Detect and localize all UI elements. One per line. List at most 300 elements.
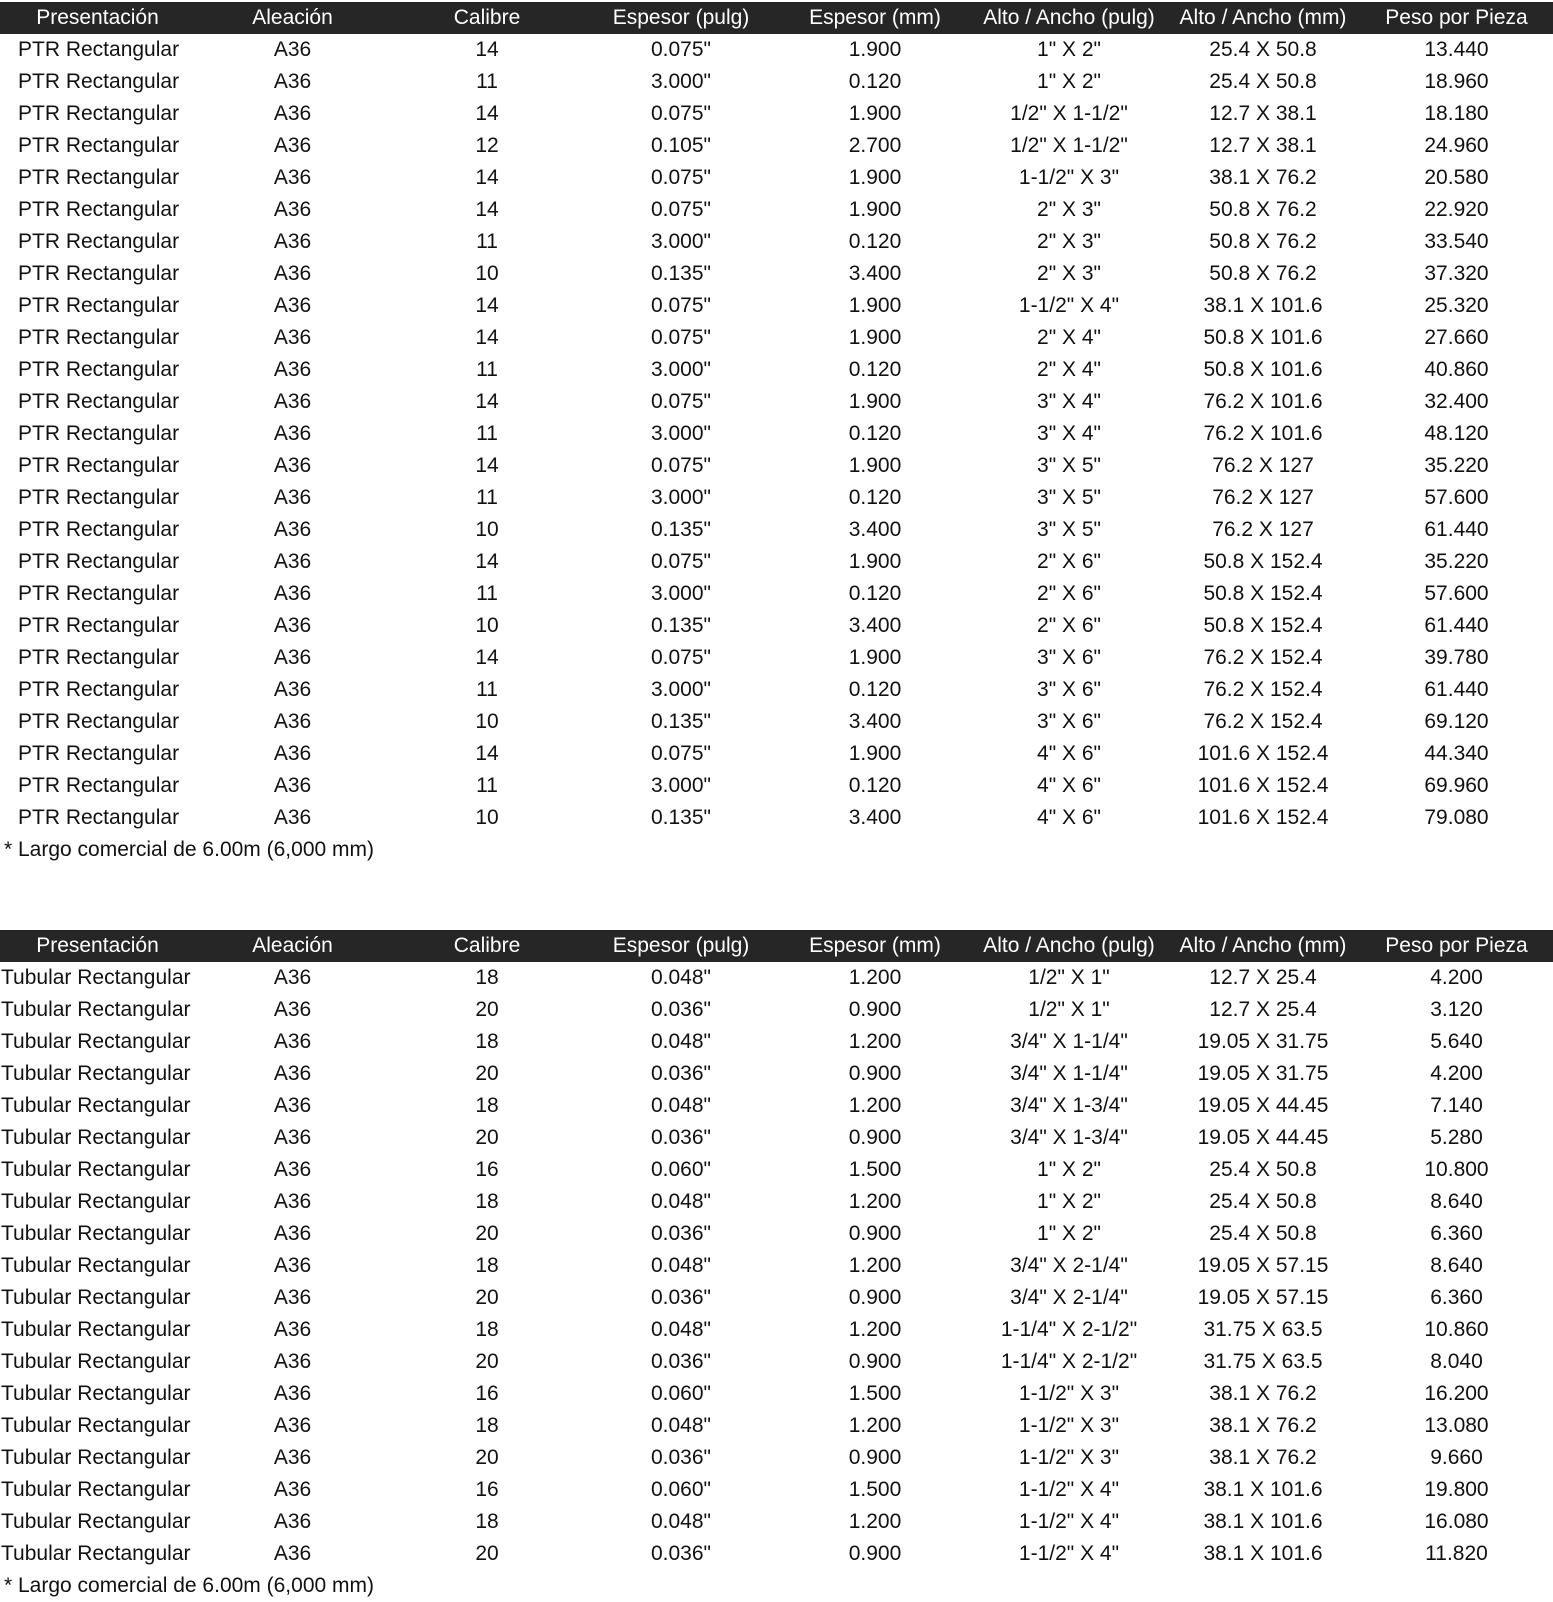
aleacion-cell: A36 (273, 1254, 312, 1277)
espesor-mm-cell: 0.120 (848, 582, 902, 605)
espesor-mm-cell: 0.120 (848, 486, 902, 509)
header-alto-ancho-mm: Alto / Ancho (mm) (1179, 6, 1347, 29)
alto-ancho-mm-cell: 50.8 X 76.2 (1209, 230, 1317, 253)
alto-ancho-pulg-cell: 3/4" X 1-1/4" (1010, 1062, 1128, 1085)
table-row (0, 130, 1553, 162)
header-espesor-pulg: Espesor (pulg) (612, 6, 750, 29)
alto-ancho-mm-cell: 38.1 X 76.2 (1209, 1382, 1317, 1405)
peso-por-pieza-cell: 35.220 (1424, 454, 1489, 477)
espesor-mm-cell: 1.900 (848, 198, 902, 221)
calibre-cell: 20 (475, 1222, 499, 1245)
alto-ancho-mm-cell: 38.1 X 76.2 (1209, 166, 1317, 189)
alto-ancho-mm-cell: 101.6 X 152.4 (1197, 806, 1329, 829)
alto-ancho-pulg-cell: 1-1/2" X 3" (1018, 1414, 1120, 1437)
header-peso-por-pieza: Peso por Pieza (1385, 934, 1528, 957)
calibre-cell: 14 (475, 38, 499, 61)
table-row (0, 386, 1553, 418)
espesor-pulg-cell: 0.075" (650, 166, 711, 189)
aleacion-cell: A36 (273, 134, 312, 157)
espesor-mm-cell: 1.900 (848, 454, 902, 477)
alto-ancho-mm-cell: 50.8 X 101.6 (1203, 358, 1323, 381)
table-row (0, 1218, 1553, 1250)
aleacion-cell: A36 (273, 1350, 312, 1373)
espesor-pulg-cell: 3.000" (650, 70, 711, 93)
peso-por-pieza-cell: 16.200 (1424, 1382, 1489, 1405)
aleacion-cell: A36 (273, 518, 312, 541)
espesor-pulg-cell: 3.000" (650, 486, 711, 509)
espesor-mm-cell: 3.400 (848, 806, 902, 829)
peso-por-pieza-cell: 8.040 (1430, 1350, 1483, 1373)
calibre-cell: 14 (475, 454, 499, 477)
calibre-cell: 14 (475, 294, 499, 317)
header-espesor-mm: Espesor (mm) (809, 6, 941, 29)
alto-ancho-mm-cell: 50.8 X 152.4 (1203, 582, 1323, 605)
aleacion-cell: A36 (273, 582, 312, 605)
espesor-pulg-cell: 0.048" (650, 1254, 711, 1277)
espesor-mm-cell: 0.120 (848, 422, 902, 445)
espesor-pulg-cell: 0.075" (650, 38, 711, 61)
aleacion-cell: A36 (273, 646, 312, 669)
espesor-mm-cell: 1.900 (848, 390, 902, 413)
peso-por-pieza-cell: 6.360 (1430, 1286, 1483, 1309)
alto-ancho-pulg-cell: 1/2" X 1-1/2" (1010, 134, 1128, 157)
peso-por-pieza-cell: 22.920 (1424, 198, 1489, 221)
alto-ancho-mm-cell: 38.1 X 101.6 (1203, 1478, 1323, 1501)
table-header-row (0, 930, 1553, 962)
alto-ancho-pulg-cell: 3/4" X 1-1/4" (1010, 1030, 1128, 1053)
aleacion-cell: A36 (273, 198, 312, 221)
header-alto-ancho-pulg: Alto / Ancho (pulg) (983, 6, 1155, 29)
presentacion-cell: Tubular Rectangular (1, 1254, 191, 1277)
presentacion-cell: PTR Rectangular (18, 422, 180, 445)
alto-ancho-mm-cell: 25.4 X 50.8 (1209, 38, 1317, 61)
alto-ancho-pulg-cell: 1" X 2" (1037, 1158, 1101, 1181)
espesor-pulg-cell: 3.000" (650, 582, 711, 605)
calibre-cell: 10 (475, 806, 499, 829)
espesor-mm-cell: 1.900 (848, 102, 902, 125)
alto-ancho-pulg-cell: 1/2" X 1" (1028, 966, 1110, 989)
aleacion-cell: A36 (273, 294, 312, 317)
peso-por-pieza-cell: 8.640 (1430, 1190, 1483, 1213)
espesor-mm-cell: 0.900 (848, 998, 902, 1021)
table-row (0, 994, 1553, 1026)
table-footnote: * Largo comercial de 6.00m (6,000 mm) (4, 838, 374, 861)
espesor-pulg-cell: 0.135" (650, 614, 711, 637)
alto-ancho-mm-cell: 19.05 X 44.45 (1197, 1094, 1329, 1117)
espesor-pulg-cell: 0.036" (650, 1542, 711, 1565)
aleacion-cell: A36 (273, 422, 312, 445)
table-row (0, 706, 1553, 738)
presentacion-cell: Tubular Rectangular (1, 1222, 191, 1245)
presentacion-cell: PTR Rectangular (18, 198, 180, 221)
aleacion-cell: A36 (273, 774, 312, 797)
presentacion-cell: Tubular Rectangular (1, 1478, 191, 1501)
espesor-pulg-cell: 0.036" (650, 1446, 711, 1469)
presentacion-cell: PTR Rectangular (18, 550, 180, 573)
table-row (0, 1474, 1553, 1506)
table-row (0, 770, 1553, 802)
presentacion-cell: PTR Rectangular (18, 678, 180, 701)
espesor-pulg-cell: 3.000" (650, 422, 711, 445)
presentacion-cell: PTR Rectangular (18, 646, 180, 669)
presentacion-cell: PTR Rectangular (18, 326, 180, 349)
peso-por-pieza-cell: 61.440 (1424, 678, 1489, 701)
alto-ancho-pulg-cell: 3" X 4" (1037, 390, 1101, 413)
aleacion-cell: A36 (273, 1446, 312, 1469)
presentacion-cell: Tubular Rectangular (1, 1094, 191, 1117)
espesor-mm-cell: 1.900 (848, 646, 902, 669)
alto-ancho-mm-cell: 38.1 X 101.6 (1203, 1510, 1323, 1533)
alto-ancho-mm-cell: 76.2 X 127 (1212, 454, 1314, 477)
alto-ancho-mm-cell: 12.7 X 25.4 (1209, 966, 1317, 989)
espesor-pulg-cell: 0.075" (650, 198, 711, 221)
peso-por-pieza-cell: 5.640 (1430, 1030, 1483, 1053)
alto-ancho-mm-cell: 12.7 X 38.1 (1209, 134, 1317, 157)
header-peso-por-pieza: Peso por Pieza (1385, 6, 1528, 29)
espesor-pulg-cell: 3.000" (650, 358, 711, 381)
espesor-mm-cell: 2.700 (848, 134, 902, 157)
espesor-pulg-cell: 0.048" (650, 1318, 711, 1341)
espesor-pulg-cell: 0.048" (650, 1510, 711, 1533)
alto-ancho-mm-cell: 31.75 X 63.5 (1203, 1318, 1323, 1341)
alto-ancho-pulg-cell: 1-1/4" X 2-1/2" (1000, 1350, 1138, 1373)
alto-ancho-pulg-cell: 4" X 6" (1037, 742, 1101, 765)
alto-ancho-pulg-cell: 1-1/4" X 2-1/2" (1000, 1318, 1138, 1341)
calibre-cell: 18 (475, 1094, 499, 1117)
espesor-pulg-cell: 0.036" (650, 1286, 711, 1309)
table-row (0, 354, 1553, 386)
espesor-mm-cell: 3.400 (848, 614, 902, 637)
aleacion-cell: A36 (273, 1030, 312, 1053)
peso-por-pieza-cell: 37.320 (1424, 262, 1489, 285)
alto-ancho-pulg-cell: 3" X 6" (1037, 646, 1101, 669)
alto-ancho-mm-cell: 50.8 X 101.6 (1203, 326, 1323, 349)
espesor-pulg-cell: 0.060" (650, 1382, 711, 1405)
alto-ancho-mm-cell: 38.1 X 76.2 (1209, 1446, 1317, 1469)
peso-por-pieza-cell: 48.120 (1424, 422, 1489, 445)
table-row (0, 1378, 1553, 1410)
calibre-cell: 20 (475, 1542, 499, 1565)
espesor-pulg-cell: 3.000" (650, 678, 711, 701)
aleacion-cell: A36 (273, 1126, 312, 1149)
alto-ancho-mm-cell: 19.05 X 44.45 (1197, 1126, 1329, 1149)
peso-por-pieza-cell: 11.820 (1425, 1542, 1488, 1565)
peso-por-pieza-cell: 20.580 (1424, 166, 1489, 189)
aleacion-cell: A36 (273, 806, 312, 829)
espesor-mm-cell: 1.200 (848, 1414, 902, 1437)
alto-ancho-pulg-cell: 1" X 2" (1037, 1222, 1101, 1245)
presentacion-cell: PTR Rectangular (18, 774, 180, 797)
alto-ancho-pulg-cell: 1" X 2" (1037, 1190, 1101, 1213)
calibre-cell: 12 (475, 134, 499, 157)
espesor-mm-cell: 1.200 (848, 1510, 902, 1533)
peso-por-pieza-cell: 27.660 (1424, 326, 1489, 349)
aleacion-cell: A36 (273, 1478, 312, 1501)
table-row (0, 290, 1553, 322)
table-row (0, 1090, 1553, 1122)
calibre-cell: 14 (475, 326, 499, 349)
calibre-cell: 14 (475, 390, 499, 413)
peso-por-pieza-cell: 16.080 (1424, 1510, 1489, 1533)
espesor-mm-cell: 1.200 (848, 1030, 902, 1053)
alto-ancho-mm-cell: 50.8 X 152.4 (1203, 614, 1323, 637)
table-row (0, 98, 1553, 130)
alto-ancho-mm-cell: 19.05 X 31.75 (1197, 1030, 1329, 1053)
table-row (0, 1154, 1553, 1186)
presentacion-cell: Tubular Rectangular (1, 1158, 191, 1181)
calibre-cell: 18 (475, 1030, 499, 1053)
espesor-mm-cell: 1.200 (848, 966, 902, 989)
presentacion-cell: Tubular Rectangular (1, 1542, 191, 1565)
aleacion-cell: A36 (273, 1542, 312, 1565)
aleacion-cell: A36 (273, 998, 312, 1021)
alto-ancho-mm-cell: 76.2 X 101.6 (1203, 422, 1323, 445)
peso-por-pieza-cell: 6.360 (1430, 1222, 1483, 1245)
espesor-mm-cell: 1.900 (848, 166, 902, 189)
aleacion-cell: A36 (273, 390, 312, 413)
calibre-cell: 11 (476, 358, 498, 381)
table-row (0, 1250, 1553, 1282)
alto-ancho-pulg-cell: 3/4" X 1-3/4" (1010, 1094, 1128, 1117)
table-row (0, 226, 1553, 258)
presentacion-cell: PTR Rectangular (18, 486, 180, 509)
alto-ancho-mm-cell: 38.1 X 101.6 (1203, 294, 1323, 317)
alto-ancho-pulg-cell: 2" X 4" (1037, 326, 1101, 349)
aleacion-cell: A36 (273, 678, 312, 701)
alto-ancho-mm-cell: 31.75 X 63.5 (1203, 1350, 1323, 1373)
calibre-cell: 16 (475, 1478, 499, 1501)
espesor-mm-cell: 3.400 (848, 710, 902, 733)
espesor-pulg-cell: 0.075" (650, 390, 711, 413)
calibre-cell: 18 (475, 1190, 499, 1213)
espesor-mm-cell: 0.900 (848, 1126, 902, 1149)
presentacion-cell: Tubular Rectangular (1, 966, 191, 989)
peso-por-pieza-cell: 61.440 (1424, 614, 1489, 637)
espesor-mm-cell: 1.500 (848, 1158, 902, 1181)
header-alto-ancho-pulg: Alto / Ancho (pulg) (983, 934, 1155, 957)
presentacion-cell: PTR Rectangular (18, 614, 180, 637)
aleacion-cell: A36 (273, 1414, 312, 1437)
aleacion-cell: A36 (273, 1094, 312, 1117)
espesor-mm-cell: 0.900 (848, 1446, 902, 1469)
peso-por-pieza-cell: 57.600 (1424, 486, 1489, 509)
espesor-mm-cell: 1.200 (848, 1094, 902, 1117)
table-row (0, 194, 1553, 226)
peso-por-pieza-cell: 3.120 (1430, 998, 1483, 1021)
table-row (0, 546, 1553, 578)
alto-ancho-pulg-cell: 3" X 4" (1037, 422, 1101, 445)
calibre-cell: 11 (476, 774, 498, 797)
espesor-mm-cell: 0.900 (848, 1222, 902, 1245)
peso-por-pieza-cell: 7.140 (1430, 1094, 1483, 1117)
espesor-mm-cell: 0.120 (848, 358, 902, 381)
calibre-cell: 14 (475, 166, 499, 189)
aleacion-cell: A36 (273, 262, 312, 285)
espesor-pulg-cell: 0.075" (650, 742, 711, 765)
peso-por-pieza-cell: 4.200 (1430, 966, 1483, 989)
calibre-cell: 18 (475, 1510, 499, 1533)
aleacion-cell: A36 (273, 1158, 312, 1181)
alto-ancho-mm-cell: 38.1 X 76.2 (1209, 1414, 1317, 1437)
peso-por-pieza-cell: 57.600 (1424, 582, 1489, 605)
alto-ancho-pulg-cell: 1-1/2" X 4" (1018, 1478, 1120, 1501)
presentacion-cell: Tubular Rectangular (1, 1510, 191, 1533)
aleacion-cell: A36 (273, 742, 312, 765)
alto-ancho-mm-cell: 19.05 X 57.15 (1197, 1286, 1329, 1309)
peso-por-pieza-cell: 39.780 (1424, 646, 1489, 669)
aleacion-cell: A36 (273, 326, 312, 349)
presentacion-cell: PTR Rectangular (18, 262, 180, 285)
table-row (0, 482, 1553, 514)
espesor-pulg-cell: 0.048" (650, 1414, 711, 1437)
alto-ancho-pulg-cell: 4" X 6" (1037, 806, 1101, 829)
table-row (0, 578, 1553, 610)
peso-por-pieza-cell: 61.440 (1424, 518, 1489, 541)
alto-ancho-pulg-cell: 3/4" X 2-1/4" (1010, 1286, 1128, 1309)
espesor-pulg-cell: 3.000" (650, 774, 711, 797)
alto-ancho-mm-cell: 12.7 X 25.4 (1209, 998, 1317, 1021)
calibre-cell: 11 (476, 486, 498, 509)
espesor-pulg-cell: 0.036" (650, 1350, 711, 1373)
presentacion-cell: Tubular Rectangular (1, 1414, 191, 1437)
alto-ancho-pulg-cell: 3" X 6" (1037, 710, 1101, 733)
espesor-mm-cell: 0.120 (848, 774, 902, 797)
espesor-pulg-cell: 0.036" (650, 1062, 711, 1085)
alto-ancho-pulg-cell: 1" X 2" (1037, 70, 1101, 93)
espesor-pulg-cell: 0.135" (650, 262, 711, 285)
table-row (0, 450, 1553, 482)
espesor-mm-cell: 1.900 (848, 326, 902, 349)
presentacion-cell: PTR Rectangular (18, 38, 180, 61)
espesor-mm-cell: 0.120 (848, 230, 902, 253)
presentacion-cell: PTR Rectangular (18, 742, 180, 765)
aleacion-cell: A36 (273, 38, 312, 61)
aleacion-cell: A36 (273, 1382, 312, 1405)
espesor-mm-cell: 0.120 (848, 70, 902, 93)
table-row (0, 642, 1553, 674)
espesor-mm-cell: 1.200 (848, 1254, 902, 1277)
espesor-mm-cell: 1.200 (848, 1190, 902, 1213)
espesor-pulg-cell: 0.060" (650, 1478, 711, 1501)
espesor-mm-cell: 1.900 (848, 550, 902, 573)
espesor-mm-cell: 1.900 (848, 38, 902, 61)
presentacion-cell: Tubular Rectangular (1, 1446, 191, 1469)
alto-ancho-mm-cell: 25.4 X 50.8 (1209, 1222, 1317, 1245)
aleacion-cell: A36 (273, 70, 312, 93)
calibre-cell: 20 (475, 1350, 499, 1373)
calibre-cell: 20 (475, 998, 499, 1021)
table-row (0, 66, 1553, 98)
espesor-pulg-cell: 0.075" (650, 294, 711, 317)
aleacion-cell: A36 (273, 102, 312, 125)
peso-por-pieza-cell: 24.960 (1424, 134, 1489, 157)
table-body (0, 962, 1553, 1570)
alto-ancho-pulg-cell: 2" X 3" (1037, 198, 1101, 221)
calibre-cell: 18 (475, 1414, 499, 1437)
table-row (0, 1186, 1553, 1218)
espesor-pulg-cell: 0.075" (650, 454, 711, 477)
peso-por-pieza-cell: 79.080 (1424, 806, 1489, 829)
espesor-pulg-cell: 0.135" (650, 518, 711, 541)
calibre-cell: 16 (475, 1382, 499, 1405)
header-aleacion: Aleación (252, 6, 333, 29)
espesor-mm-cell: 0.900 (848, 1062, 902, 1085)
header-calibre: Calibre (453, 6, 521, 29)
calibre-cell: 11 (476, 230, 498, 253)
alto-ancho-pulg-cell: 1-1/2" X 4" (1018, 294, 1120, 317)
alto-ancho-mm-cell: 101.6 X 152.4 (1197, 742, 1329, 765)
calibre-cell: 11 (476, 582, 498, 605)
presentacion-cell: Tubular Rectangular (1, 1126, 191, 1149)
presentacion-cell: Tubular Rectangular (1, 1350, 191, 1373)
alto-ancho-pulg-cell: 1-1/2" X 3" (1018, 1446, 1120, 1469)
table-row (0, 1442, 1553, 1474)
table-row (0, 34, 1553, 66)
espesor-pulg-cell: 0.075" (650, 326, 711, 349)
aleacion-cell: A36 (273, 1286, 312, 1309)
table-row (0, 738, 1553, 770)
aleacion-cell: A36 (273, 1318, 312, 1341)
espesor-mm-cell: 0.900 (848, 1286, 902, 1309)
alto-ancho-mm-cell: 76.2 X 101.6 (1203, 390, 1323, 413)
aleacion-cell: A36 (273, 1062, 312, 1085)
presentacion-cell: Tubular Rectangular (1, 1190, 191, 1213)
calibre-cell: 20 (475, 1126, 499, 1149)
peso-por-pieza-cell: 13.080 (1424, 1414, 1489, 1437)
header-aleacion: Aleación (252, 934, 333, 957)
espesor-mm-cell: 0.900 (848, 1542, 902, 1565)
peso-por-pieza-cell: 40.860 (1424, 358, 1489, 381)
alto-ancho-pulg-cell: 2" X 4" (1037, 358, 1101, 381)
alto-ancho-pulg-cell: 1-1/2" X 4" (1018, 1542, 1120, 1565)
espesor-pulg-cell: 0.036" (650, 1222, 711, 1245)
table-row (0, 1122, 1553, 1154)
header-espesor-mm: Espesor (mm) (809, 934, 941, 957)
table-row (0, 418, 1553, 450)
alto-ancho-pulg-cell: 1-1/2" X 3" (1018, 1382, 1120, 1405)
calibre-cell: 14 (475, 646, 499, 669)
espesor-pulg-cell: 0.135" (650, 710, 711, 733)
alto-ancho-pulg-cell: 2" X 6" (1037, 614, 1101, 637)
alto-ancho-mm-cell: 25.4 X 50.8 (1209, 1158, 1317, 1181)
espesor-pulg-cell: 0.060" (650, 1158, 711, 1181)
espesor-mm-cell: 0.120 (848, 678, 902, 701)
table-row (0, 1026, 1553, 1058)
table-row (0, 514, 1553, 546)
alto-ancho-mm-cell: 76.2 X 127 (1212, 518, 1314, 541)
alto-ancho-mm-cell: 50.8 X 76.2 (1209, 198, 1317, 221)
alto-ancho-mm-cell: 76.2 X 152.4 (1203, 678, 1323, 701)
presentacion-cell: PTR Rectangular (18, 102, 180, 125)
alto-ancho-pulg-cell: 2" X 3" (1037, 230, 1101, 253)
presentacion-cell: PTR Rectangular (18, 710, 180, 733)
espesor-pulg-cell: 0.048" (650, 1030, 711, 1053)
alto-ancho-mm-cell: 76.2 X 152.4 (1203, 710, 1323, 733)
aleacion-cell: A36 (273, 614, 312, 637)
presentacion-cell: PTR Rectangular (18, 134, 180, 157)
peso-por-pieza-cell: 18.180 (1424, 102, 1489, 125)
table-row (0, 962, 1553, 994)
table-row (0, 1282, 1553, 1314)
table-row (0, 1410, 1553, 1442)
alto-ancho-pulg-cell: 2" X 3" (1037, 262, 1101, 285)
calibre-cell: 10 (475, 518, 499, 541)
alto-ancho-pulg-cell: 4" X 6" (1037, 774, 1101, 797)
alto-ancho-mm-cell: 101.6 X 152.4 (1197, 774, 1329, 797)
espesor-pulg-cell: 0.075" (650, 646, 711, 669)
aleacion-cell: A36 (273, 454, 312, 477)
table-row (0, 322, 1553, 354)
